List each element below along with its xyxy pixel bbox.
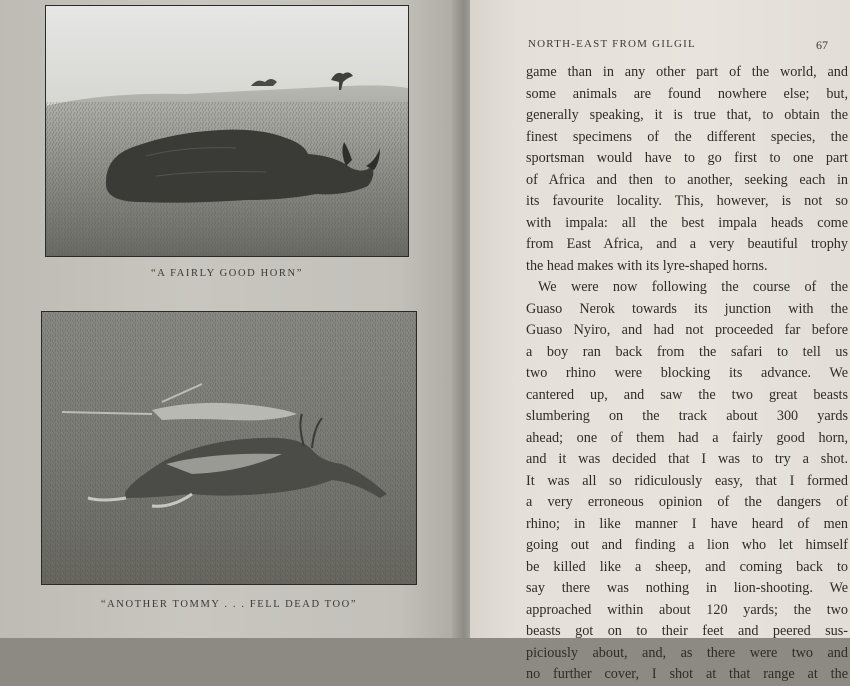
rhino-photo-plate [46,6,408,256]
text-line: its favourite locality. This, however, is not so [526,193,848,209]
text-line: slumbering on the track about 300 yards [526,408,848,424]
text-line: Guaso Nyiro, and had not proceeded far before [526,322,848,338]
plate-caption-gazelle: “ANOTHER TOMMY . . . FELL DEAD TOO” [100,599,358,610]
text-line: We were now following the course of the [538,279,848,295]
text-line: going out and finding a lion who let himself [526,537,848,553]
text-line: sportsman would have to go first to one part [526,150,848,166]
text-line: generally speaking, it is true that, to obtain the [526,107,848,123]
text-line: a boy ran back from the safari to tell us [526,343,848,360]
gazelle-photograph [42,312,416,584]
text-line: some animals are found nowhere else; but, [526,85,848,102]
text-line: cantered up, and saw the two great beasts [526,386,848,403]
text-line: finest specimens of the different species, the [526,128,848,145]
text-line: with impala: all the best impala heads come [526,214,848,231]
body-text [526,62,848,686]
text-line: ahead; one of them had a fairly good horn, [526,429,848,446]
plate-caption-rhino: “A FAIRLY GOOD HORN” [151,268,303,279]
text-line: piciously about, and, as there were two and [526,644,848,661]
text-line: two rhino were blocking its advance. We [526,365,848,381]
text-line: no further cover, I shot at that range at the [526,666,848,682]
text-line: from East Africa, and a very beautiful trophy [526,236,848,252]
text-line: rhino; in like manner I have heard of men [526,515,848,532]
text-line: the head makes with its lyre-shaped horns. [526,257,768,274]
text-line: beasts got on to their feet and peered sus- [526,623,848,639]
text-line: game than in any other part of the world, and [526,64,848,80]
text-line: be killed like a sheep, and coming back to [526,558,848,575]
text-line: of Africa and then to another, seeking each in [526,171,848,188]
chapter-title: NORTH-EAST FROM GILGIL [528,38,696,50]
text-line: say there was nothing in lion-shooting. We [526,580,848,596]
text-line: It was all so ridiculously easy, that I formed [526,472,848,489]
text-line: approached within about 120 yards; the two [526,601,848,618]
rhino-photograph [46,6,408,256]
text-line: and it was decided that I was to try a shot. [526,451,848,467]
running-head [528,38,828,53]
gazelle-photo-plate [42,312,416,584]
text-line: Guaso Nerok towards its junction with the [526,300,848,317]
text-line: a very erroneous opinion of the dangers of [526,494,848,510]
page-number: 67 [816,38,828,52]
